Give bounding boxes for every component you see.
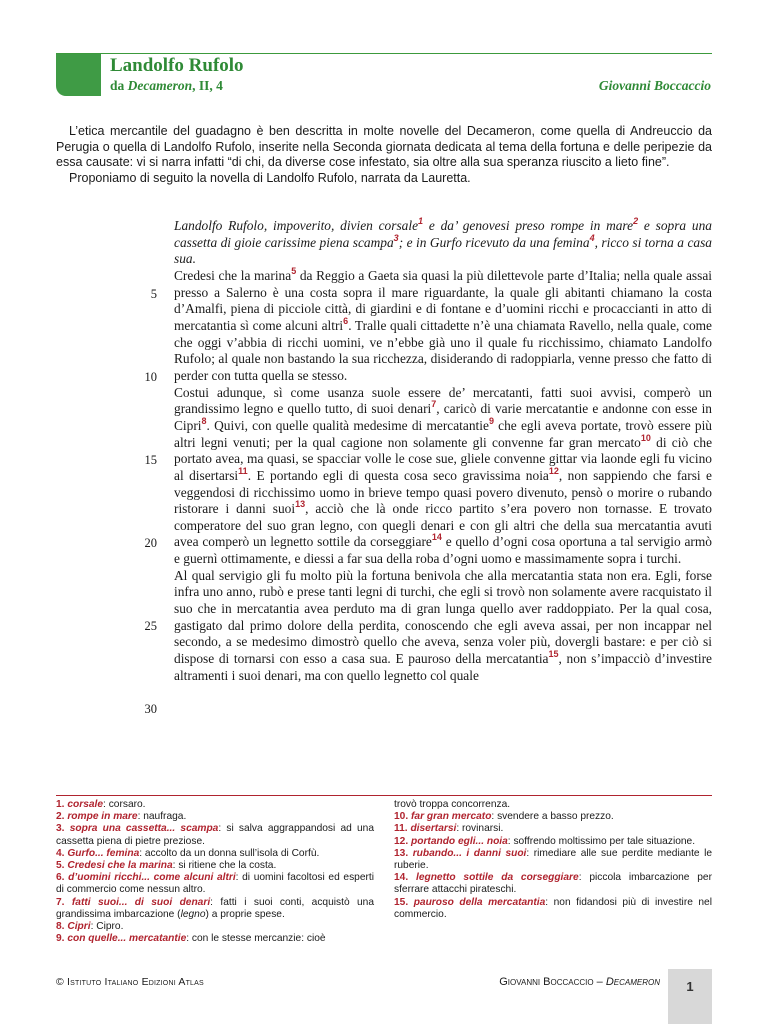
footnote-number: 2. (56, 811, 65, 823)
note-ref[interactable]: 3 (393, 232, 399, 243)
footnote-term: fatti suoi... di suoi denari (71, 896, 211, 908)
copyright: © Istituto Italiano Edizioni Atlas (56, 976, 204, 988)
footnote-term: sopra una cassetta... scampa (69, 823, 219, 835)
subtitle-work: Decameron (127, 78, 193, 93)
note-ref[interactable]: 2 (633, 216, 639, 226)
footnote-number: 8. (56, 921, 65, 933)
footnote-term: Credesi che la marina (67, 860, 173, 872)
footnote-term: rompe in mare (67, 811, 138, 823)
note-ref[interactable]: 15 (548, 649, 559, 660)
footnote-number: 13. (394, 847, 409, 859)
footnote-term: rubando... i danni suoi (412, 847, 527, 859)
footnote-number: 4. (56, 847, 65, 859)
note-ref[interactable]: 9 (488, 415, 494, 426)
footnote-number: 7. (56, 896, 65, 908)
intro-paragraph: L’etica mercantile del guadagno è ben descritta in molte novelle del Decameron, come quella di Andreuccio da Perugia o quella di Landolfo Rufolo, inserite nella Seconda giornata dedicata al tema della fortuna e delle peripezie da essa causate: vi si narra infatti “di chi, da diverse cose infestato, sia oltre alla sua speranza riuscito a lieto fine”. (56, 124, 712, 170)
line-number: 30 (144, 702, 157, 716)
footnote-number: 11. (394, 823, 408, 835)
footnote: 9. con quelle... mercatantie: con le stesse mercanzie: cioè (56, 933, 326, 945)
footnote: 6. d’uomini ricchi... come alcuni altri: di uomini facoltosi ed esperti di commercio come nessun altro. (56, 872, 374, 896)
section-marker (56, 54, 101, 96)
footnote: trovò troppa concorrenza. (394, 799, 511, 810)
note-ref[interactable]: 4 (589, 232, 595, 243)
notes-rule (56, 795, 712, 796)
note-ref[interactable]: 6 (343, 315, 349, 326)
note-ref[interactable]: 14 (431, 532, 442, 543)
footnote: 15. pauroso della mercatantia: non fidandosi più di investire nel commercio. (394, 896, 712, 920)
footnote-term: disertarsi (410, 823, 457, 835)
footnote-number: 10. (394, 811, 409, 823)
footnotes-right-column (394, 799, 712, 921)
footnote: 12. portando egli... noia: soffrendo moltissimo per tale situazione. (394, 835, 696, 847)
author: Giovanni Boccaccio (598, 78, 711, 93)
footnote-term: Gurfo... femina (67, 847, 140, 859)
line-number: 25 (144, 619, 157, 633)
running-head: Giovanni Boccaccio – Decameron (499, 976, 660, 988)
note-ref[interactable]: 7 (431, 399, 437, 410)
page-title: Landolfo Rufolo (110, 55, 244, 76)
line-number: 15 (144, 453, 157, 467)
footnote: 3. sopra una cassetta... scampa: si salva aggrappandosi ad una cassetta piena di pietre preziose. (56, 823, 374, 847)
footnote-number: 5. (56, 860, 65, 872)
footnote-term: far gran mercato (411, 811, 492, 823)
note-ref[interactable]: 10 (640, 432, 651, 443)
note-ref[interactable]: 5 (291, 265, 297, 276)
footnote-term: d’uomini ricchi... come alcuni altri (68, 872, 236, 884)
footnote: 4. Gurfo... femina: accolto da un donna sull’isola di Corfù. (56, 847, 320, 859)
footnote-number: 12. (394, 835, 409, 847)
line-number: 5 (150, 287, 157, 301)
note-ref[interactable]: 12 (548, 465, 559, 476)
note-ref[interactable]: 8 (201, 415, 207, 426)
footnote-number: 9. (56, 933, 65, 945)
footnote-number: 6. (56, 872, 65, 884)
footnote: 13. rubando... i danni suoi: rimediare alle sue perdite mediante le ruberie. (394, 847, 712, 872)
footnote-term: portando egli... noia (411, 835, 508, 847)
footnote-number: 1. (56, 799, 65, 810)
subtitle (110, 78, 223, 94)
footnote: 2. rompe in mare: naufraga. (56, 811, 187, 823)
footnote-term: Cipri (67, 921, 91, 933)
footnotes-left-column (56, 799, 374, 945)
footnote-term: corsale (67, 799, 104, 810)
footnote-term: con quelle... mercatantie (67, 933, 187, 945)
paragraph: Costui adunque, sì come usanza suole essere de’ mercatanti, fatti suoi avvisi, comperò un grandissimo legno e quello tutto, di suoi denari$^7$, caricò di varie mercatantie e andonne con esse in Cipri$^8$. Quivi, con quelle qualità medesime di mercatantie$^9$ che egli aveva portate, trovò essere più altri legni venuti; per la qual cagione non solamente gli convenne far gran mercato$^{10}$ di ciò che portato avea, ma quasi, se spacciar volle le cose sue, gliele convenne gittar via laonde egli fu vicino al disertarsi$^{11}$. E portando egli di questa cosa seco gravissima noia$^{12}$, non sappiendo che farsi e veggendosi di ricchissimo uomo in brieve tempo quasi povero divenuto, pensò o morire o rubando ristorare i danni suoi$^{13}$, acciò che là onde ricco partito s’era povero non tornasse. E trovato comperatore del suo gran legno, con quegli denari e con gli altri che della sua mercatantia avuti avea comperò un legnetto sottile da corseggiare$^{14}$ e quello d’ogni cosa oportuna a tal servigio armò e guernì ottimamente, e diessi a far sua della roba d’ogni uomo e massimamente sopra i turchi. (174, 384, 713, 567)
footnote-number: 14. (394, 872, 409, 884)
footnote-number: 3. (56, 823, 65, 835)
intro-paragraph: Proponiamo di seguito la novella di Landolfo Rufolo, narrata da Lauretta. (69, 170, 471, 185)
footnote: 14. legnetto sottile da corseggiare: piccola imbarcazione per sferrare attacchi pirateschi. (394, 872, 712, 896)
footnote: 1. corsale: corsaro. (56, 799, 146, 810)
footnote: 5. Credesi che la marina: si ritiene che la costa. (56, 860, 277, 872)
intro (56, 124, 712, 186)
line-number: 10 (144, 370, 157, 384)
paragraph: Credesi che la marina$^5$ da Reggio a Gaeta sia quasi la più dilettevole parte d’Italia; nella quale assai presso a Salerno è una costa sopra il mare riguardante, la quale gli abitanti chiamano la costa d’Amalfi, piena di picciole città, di giardini e di fontane e d’uomini ricchi e procaccianti in atto di mercatantia sì come alcuni altri$^6$. Tralle quali cittadette n’è una chiamata Ravello, nella quale, come che oggi v’abbia di ricchi uomini, ve n’ebbe già uno il quale fu ricchissimo, chiamato Landolfo Rufolo; al quale non bastando la sua ricchezza, disiderando di radoppiarla, venne presso che fatto di perder con tutta quella se stesso. (174, 265, 712, 383)
rubric: Landolfo Rufolo, impoverito, divien corsale$^1$ e da’ genovesi preso rompe in mare$^2$ e sopra una cassetta di gioie carissime piena scampa$^3$; e in Gurfo ricevuto da una femina$^4$, ricco si torna a casa sua. (174, 216, 712, 267)
line-number: 20 (144, 536, 157, 550)
subtitle-prefix: da (110, 78, 128, 93)
footnote: 7. fatti suoi... di suoi denari: fatti i suoi conti, acquistò una grandissima imbarcazione (legno) a proprie spese. (56, 896, 374, 920)
subtitle-ref: , II, 4 (192, 78, 223, 93)
footnote: 11. disertarsi: rovinarsi. (394, 823, 504, 835)
paragraph: Al qual servigio gli fu molto più la fortuna benivola che alla mercatantia stata non era. Egli, forse infra uno anno, rubò e prese tanti legni di turchi, che egli si trovò non solamente avere racquistato il suo che in mercatantia avea perduto ma di gran lunga quello aver raddoppiato. Per la qual cosa, gastigato dal primo dolore della perdita, conoscendo che egli aveva assai, per non incappar nel secondo, a se medesimo dimostrò quello che aveva, senza voler più, dovergli bastare: e per ciò si dispose di tornarsi con esso a casa sua. E pauroso della mercatantia$^{15}$, non s’impacciò d’investire altramenti i suoi denari, ma con quello legnetto col quale (174, 567, 712, 683)
footnote: 10. far gran mercato: svendere a basso prezzo. (394, 811, 614, 823)
footnote: 8. Cipri: Cipro. (56, 921, 124, 933)
novella-text (174, 218, 712, 684)
page-number-box (668, 969, 712, 1024)
note-ref[interactable]: 1 (418, 216, 424, 226)
footnote-term: legnetto sottile da corseggiare (415, 872, 579, 884)
page-number: 1 (686, 979, 694, 994)
note-ref[interactable]: 11 (238, 465, 248, 476)
footnote-number: 15. (394, 896, 409, 908)
note-ref[interactable]: 13 (295, 499, 306, 510)
header-rule (56, 53, 712, 54)
footnote-term: pauroso della mercatantia (413, 896, 546, 908)
